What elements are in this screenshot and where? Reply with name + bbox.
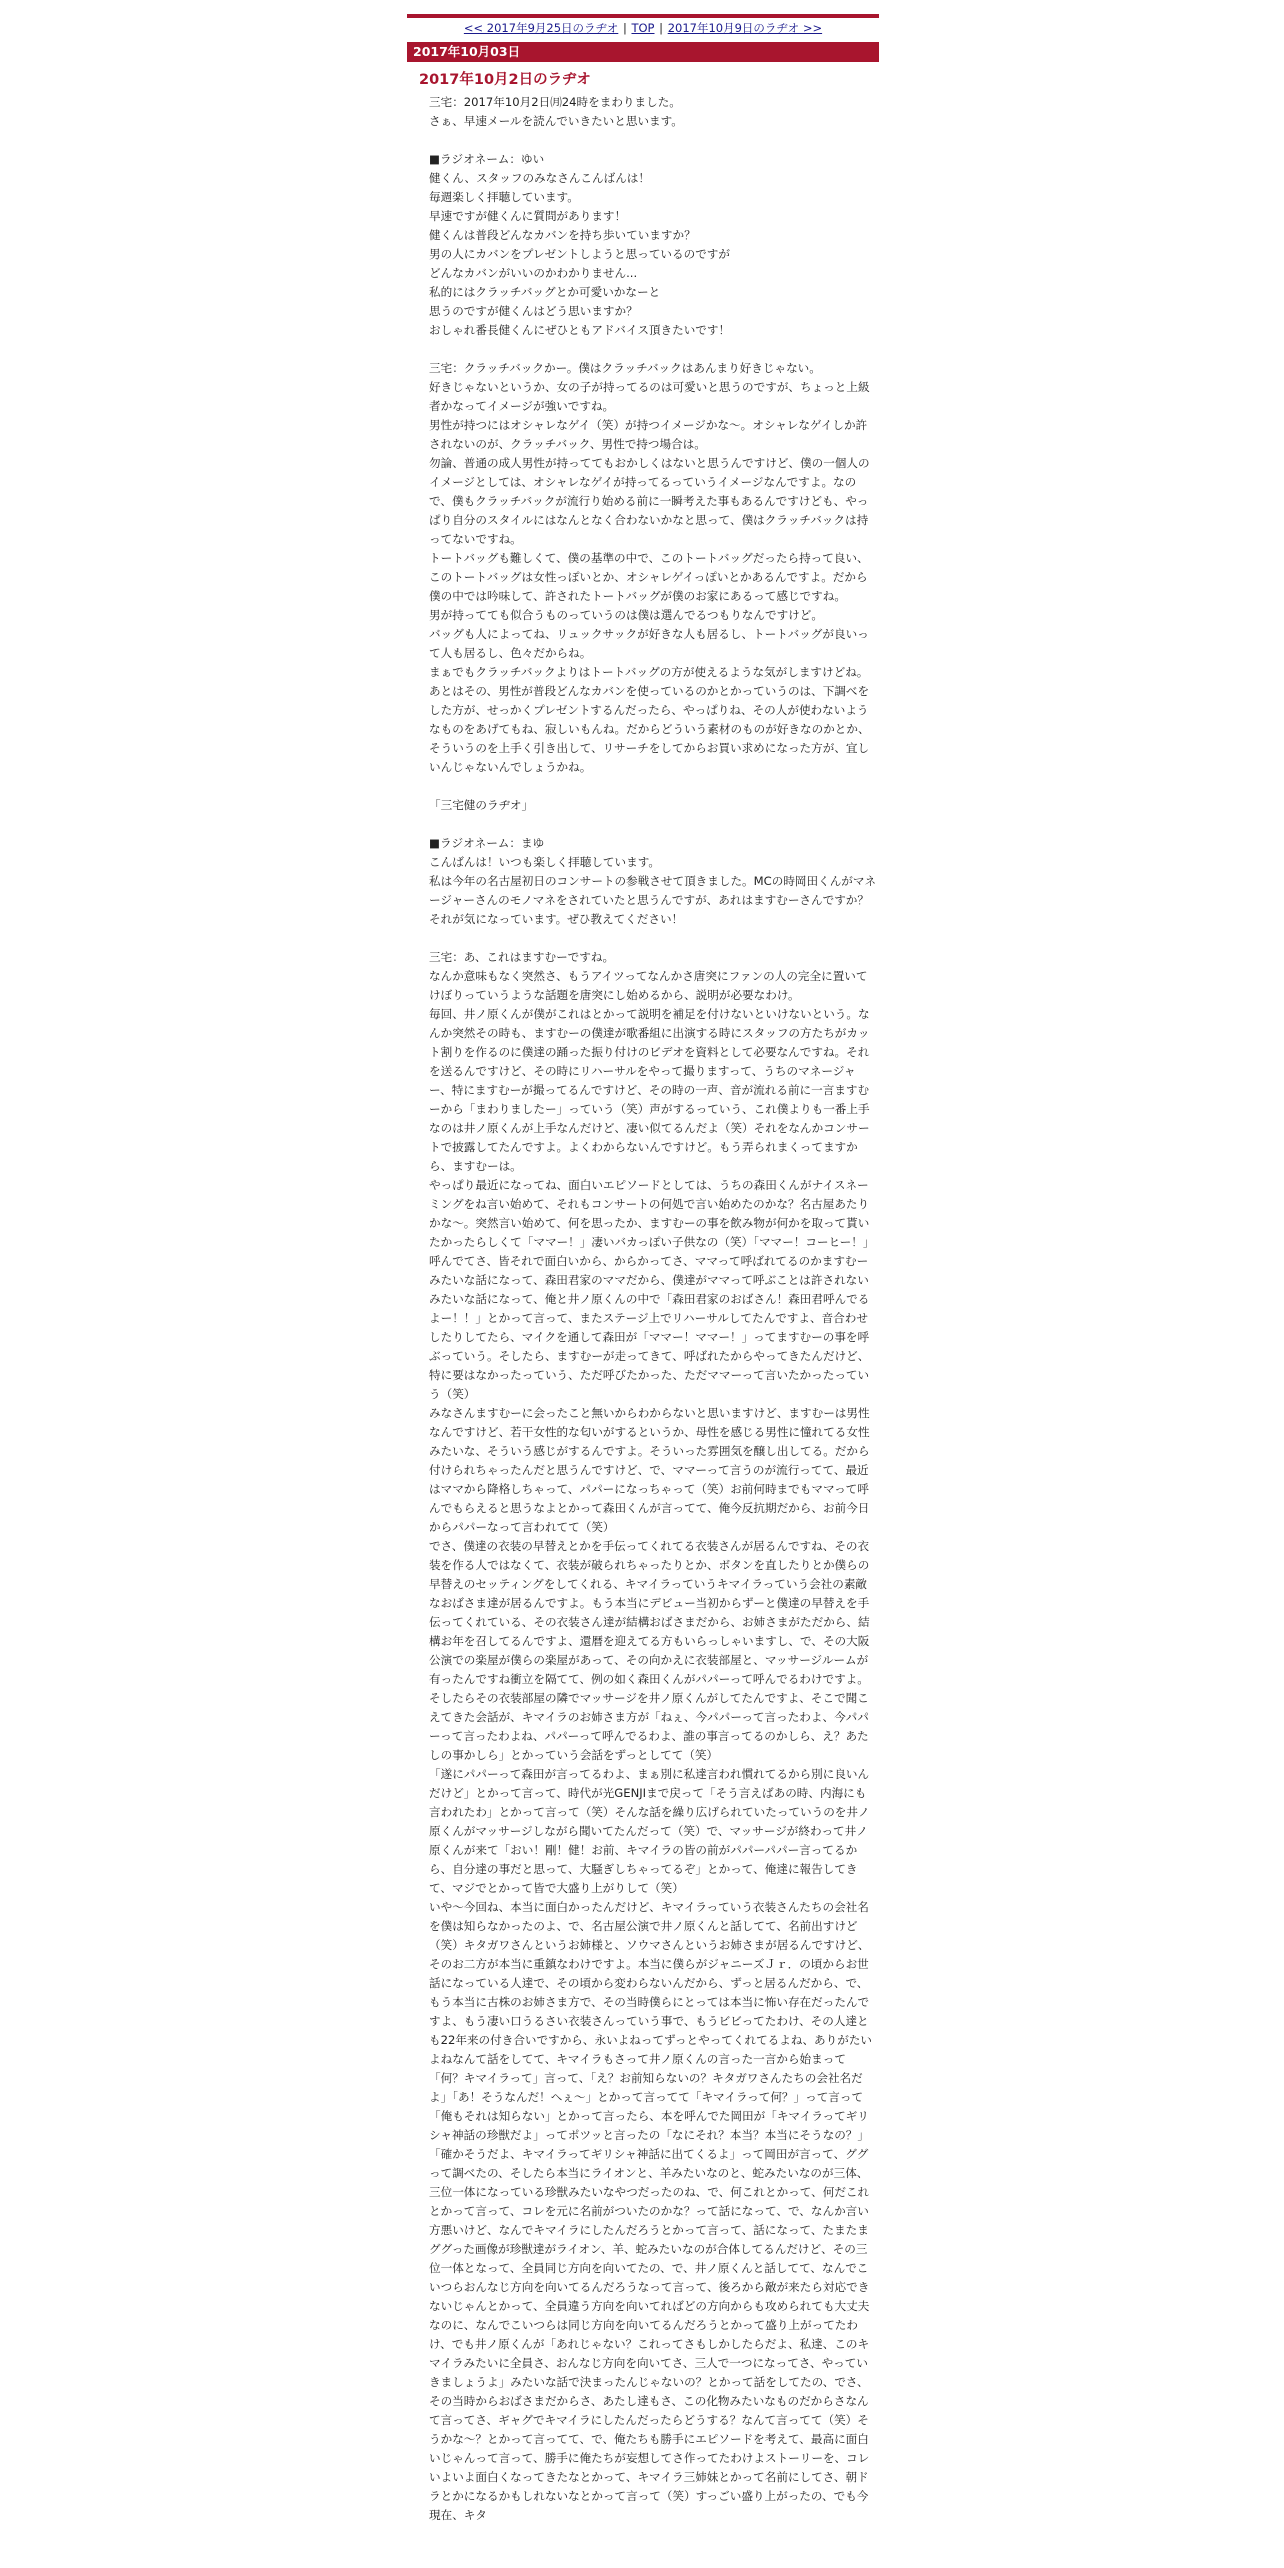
nav-separator: | [659,21,664,35]
paragraph: 思うのですが健くんはどう思いますか？ [429,304,638,318]
paragraph: バッグも人によってね、リュックサックが好きな人も居るし、トートバッグが良いって人も居るし、色々だからね。 [429,627,869,660]
paragraph: どんなカバンがいいのかわかりません... [429,266,638,280]
prev-entry-link[interactable]: << 2017年9月25日のラヂオ [463,21,619,35]
paragraph: 私は今年の名古屋初日のコンサートの参戦させて頂きました。MCの時岡田くんがマネージャーさんのモノマネをされていたと思うんですが、あれはますむーさんですか？それが気になっています。ぜひ教えてください！ [429,874,877,926]
paragraph: 毎週楽しく拝聴しています。 [429,190,579,204]
top-rule [407,14,879,18]
paragraph: トートバッグも難しくて、僕の基準の中で、このトートバッグだったら持って良い、このトートバッグは女性っぽいとか、オシャレゲイっぽいとかあるんですよ。だから僕の中では吟味して、許されたトートバッグが僕のお家にあるって感じですね。 [429,551,869,603]
paragraph: 早速ですが健くんに質問があります！ [429,209,627,223]
paragraph: 「遂にパパーって森田が言ってるわよ、まぁ別に私達言われ慣れてるから別に良いんだけど」とかって言って、時代が光GENJIまで戻って「そう言えばあの時、内海にも言われたわ」とかって言って（笑）そんな話を繰り広げられていたっていうのを井ノ原くんがマッサージしながら聞いてたんだって（笑）で、マッサージが終わって井ノ原くんが来て「おい！剛！健！お前、キマイラの皆の前がパパーパパー言ってるから、自分達の事だと思って、大騒ぎしちゃってるぞ」とかって、俺達に報告してきて、マジでとかって皆で大盛り上がりして（笑） [429,1767,870,1895]
paragraph: ■ラジオネーム：まゆ [429,836,545,850]
paragraph: 「三宅健のラヂオ」 [429,798,534,812]
pager-nav [407,19,879,37]
post-title: 2017年10月2日のラヂオ [419,72,591,88]
paragraph: 私的にはクラッチバッグとか可愛いかなーと [429,285,661,299]
paragraph: 勿論、普通の成人男性が持っててもおかしくはないと思うんですけど、僕の一個人のイメージとしては、オシャレなゲイが持ってるっていうイメージなんですよ。なので、僕もクラッチバックが流行り始める前に一瞬考えた事もあるんですけども、やっぱり自分のスタイルにはなんとなく合わないかなと思って、僕はクラッチバックは持ってないですね。 [429,456,870,546]
page-column [407,0,879,2525]
paragraph: 男の人にカバンをプレゼントしようと思っているのですが [429,247,730,261]
paragraph: でさ、僕達の衣装の早替えとかを手伝ってくれてる衣装さんが居るんですね、その衣装を作る人ではなくて、衣装が破られちゃったりとか、ボタンを直したりとか僕らの早替えのセッティングをしてくれる、キマイラっていうキマイラっていう会社の素敵なおばさま達が居るんですよ。もう本当にデビュー当初からずーと僕達の早替えを手伝ってくれている、その衣装さん達が結構おばさまだから、お姉さまがただから、結構お年を召してるんですよ、還暦を迎えてる方もいらっしゃいますし、で、その大阪公演での楽屋が僕らの楽屋があって、その向かえに衣装部屋と、マッサージルームが有ったんですね衝立を隔てて、例の如く森田くんがパパーって呼んでるわけですよ。そしたらその衣装部屋の隣でマッサージを井ノ原くんがしてたんですよ、そこで聞こえてきた会話が、キマイラのお姉さま方が「ねぇ、今パパーって言ったわよ、今パパーって言ったわよね、パパーって呼んでるわよ、誰の事言ってるのかしら、え？あたしの事かしら」とかっていう会話をずっとしてて（笑） [429,1539,870,1762]
paragraph: 三宅：クラッチバックかー。僕はクラッチバックはあんまり好きじゃない。 [429,361,821,375]
paragraph: ■ラジオネーム：ゆい [429,152,545,166]
top-link[interactable]: TOP [631,21,655,35]
paragraph: 男性が持つにはオシャレなゲイ（笑）が持つイメージかな～。オシャレなゲイしか許されないのが、クラッチバック、男性で持つ場合は。 [429,418,868,451]
blank-line [429,929,877,948]
blank-line [429,340,877,359]
paragraph: 健くん、スタッフのみなさんこんばんは！ [429,171,650,185]
paragraph: さぁ、早速メールを読んでいきたいと思います。 [429,114,683,128]
paragraph: こんばんは！いつも楽しく拝聴しています。 [429,855,660,869]
paragraph: 健くんは普段どんなカバンを持ち歩いていますか？ [429,228,696,242]
post-body [429,93,877,2525]
paragraph: あとはその、男性が普段どんなカバンを使っているのかとかっていうのは、下調べをした方が、せっかくプレゼントするんだったら、やっぱりね、その人が使わないようなものをあげてもね、寂しいもんね。だからどういう素材のものが好きなのかとか、そういうのを上手く引き出して、リサーチをしてからお買い求めになった方が、宜しいんじゃないんでしょうかね。 [429,684,870,774]
blank-line [429,815,877,834]
paragraph: まぁでもクラッチバックよりはトートバッグの方が使えるような気がしますけどね。 [429,665,869,679]
paragraph: みなさんますむーに会ったこと無いからわからないと思いますけど、ますむーは男性なんですけど、若干女性的な匂いがするというか、母性を感じる男性に憧れてる女性みたいな、そういう感じがするんですよ。そういった雰囲気を醸し出してる。だから付けられちゃったんだと思うんですけど、で、ママーって言うのが流行ってて、最近はママから降格しちゃって、パパーになっちゃって（笑）お前何時までもママって呼んでもらえると思うなよとかって森田くんが言ってて、俺今反抗期だから、お前今日からパパーなって言われてて（笑） [429,1406,870,1534]
paragraph: おしゃれ番長健くんにぜひともアドバイス頂きたいです！ [429,323,731,337]
nav-separator: | [622,21,627,35]
paragraph: 好きじゃないというか、女の子が持ってるのは可愛いと思うのですが、ちょっと上級者かなってイメージが強いですね。 [429,380,870,413]
paragraph: なんか意味もなく突然さ、もうアイツってなんかさ唐突にファンの人の完全に置いてけぼりっていうような話題を唐突にし始めるから、説明が必要なわけ。 [429,969,868,1002]
next-entry-link[interactable]: 2017年10月9日のラヂオ >> [667,21,823,35]
paragraph: いや～今回ね、本当に面白かったんだけど、キマイラっていう衣装さんたちの会社名を僕は知らなかったのよ、で、名古屋公演で井ノ原くんと話してて、名前出すけど（笑）キタガワさんというお姉様と、ソウマさんというお姉さまが居るんですけど、そのお二方が本当に重鎮なわけですよ。本当に僕らがジャニーズＪｒ．の頃からお世話になっている人達で、その頃から変わらないんだから、ずっと居るんだから、で、もう本当に古株のお姉さま方で、その当時僕らにとっては本当に怖い存在だったんですよ、もう凄い口うるさい衣装さんっていう事で、もうビビってたわけ、その人達とも22年来の付き合いですから、永いよねってずっとやってくれてるよね、ありがたいよねなんて話をしてて、キマイラもさって井ノ原くんの言った一言から始まって「何？キマイラって」言って、「え？お前知らないの？キタガワさんたちの会社名だよ」「あ！そうなんだ！へぇ～」とかって言ってて「キマイラって何？」って言って「俺もそれは知らない」とかって言ったら、本を呼んでた岡田が「キマイラってギリシャ神話の珍獣だよ」ってポツッと言ったの「なにそれ？本当？本当にそうなの？」「確かそうだよ、キマイラってギリシャ神話に出てくるよ」って岡田が言って、ググって調べたの、そしたら本当にライオンと、羊みたいなのと、蛇みたいなのが三体、三位一体になっている珍獣みたいなやつだったのね、で、何これとかって、何だこれとかって言って、コレを元に名前がついたのかな？って話になって、で、なんか言い方悪いけど、なんでキマイラにしたんだろうとかって言って、話になって、たまたまググった画像が珍獣達がライオン、羊、蛇みたいなのが合体してるんだけど、その三位一体となって、全員同じ方向を向いてたの、で、井ノ原くんと話してて、なんでこいつらおんなじ方向を向いてるんだろうなって言って、後ろから敵が来たら対応できないじゃんとかって、全員違う方向を向いてればどの方向からも攻められても大丈夫なのに、なんでこいつらは同じ方向を向いてるんだろうとかって盛り上がってたわけ、でも井ノ原くんが「あれじゃない？これってさもしかしたらだよ、私達、このキマイラみたいに全員さ、おんなじ方向を向いてさ、三人で一つになってさ、やっていきましょうよ」みたいな話で決まったんじゃないの？とかって話をしてたの、でさ、その当時からおばさまだからさ、あたし達もさ、この化物みたいなものだからさなんて言ってさ、ギャグでキマイラにしたんだったらどうする？なんて言ってて（笑）そうかな～？とかって言ってて、で、俺たちも勝手にエピソードを考えて、最高に面白いじゃんって言って、勝手に俺たちが妄想してさ作ってたわけよストーリーを、コレいよいよ面白くなってきたなとかって、キマイラ三姉妹とかって名前にしてさ、朝ドラとかになるかもしれないなとかって言って（笑）すっごい盛り上がったの、でも今現在、キタ [429,1900,873,2522]
paragraph: 毎回、井ノ原くんが僕がこれはとかって説明を補足を付けないといけないという。なんか突然その時も、ますむーの僕達が歌番組に出演する時にスタッフの方たちがカット割りを作るのに僕達の踊った振り付けのビデオを資料として必要なんですね。それを送るんですけど、その時にリハーサルをやって撮りますって、うちのマネージャー、特にますむーが撮ってるんですけど、その時の一声、音が流れる前に一言ますむーから「まわりましたー」っていう（笑）声がするっていう、これ僕よりも一番上手なのは井ノ原くんが上手なんだけど、凄い似てるんだよ（笑）それをなんかコンサートで披露してたんですよ。よくわからないんですけど。もう弄られまくってますから、ますむーは。 [429,1007,870,1173]
paragraph: 男が持ってても似合うものっていうのは僕は選んでるつもりなんですけど。 [429,608,823,622]
paragraph: 三宅：2017年10月2日㈪24時をまわりました。 [429,95,681,109]
entry-date: 2017年10月03日 [407,42,879,62]
paragraph: 三宅：あ、これはますむーですね。 [429,950,615,964]
paragraph: やっぱり最近になってね、面白いエピソードとしては、うちの森田くんがナイスネーミングをね言い始めて、それもコンサートの何処で言い始めたのかな？名古屋あたりかな～。突然言い始めて、何を思ったか、ますむーの事を飲み物が何かを取って貰いたかったらしくて「ママー！」凄いバカっぽい子供なの（笑）「ママー！コーヒー！」呼んでてさ、皆それで面白いから、からかってさ、ママって呼ばれてるのかますむーみたいな話になって、森田君家のママだから、僕達がママって呼ぶことは許されないみたいな話になって、俺と井ノ原くんの中で「森田君家のおばさん！森田君呼んでるよー！！」とかって言って、またステージ上でリハーサルしてたんですよ、音合わせしたりしてたら、マイクを通して森田が「ママー！ママー！」ってますむーの事を呼ぶっていう。そしたら、ますむーが走ってきて、呼ばれたからやってきたんだけど、特に要はなかったっていう、ただ呼びたかった、ただママーって言いたかったっていう（笑） [429,1178,875,1401]
blank-line [429,131,877,150]
blank-line [429,777,877,796]
